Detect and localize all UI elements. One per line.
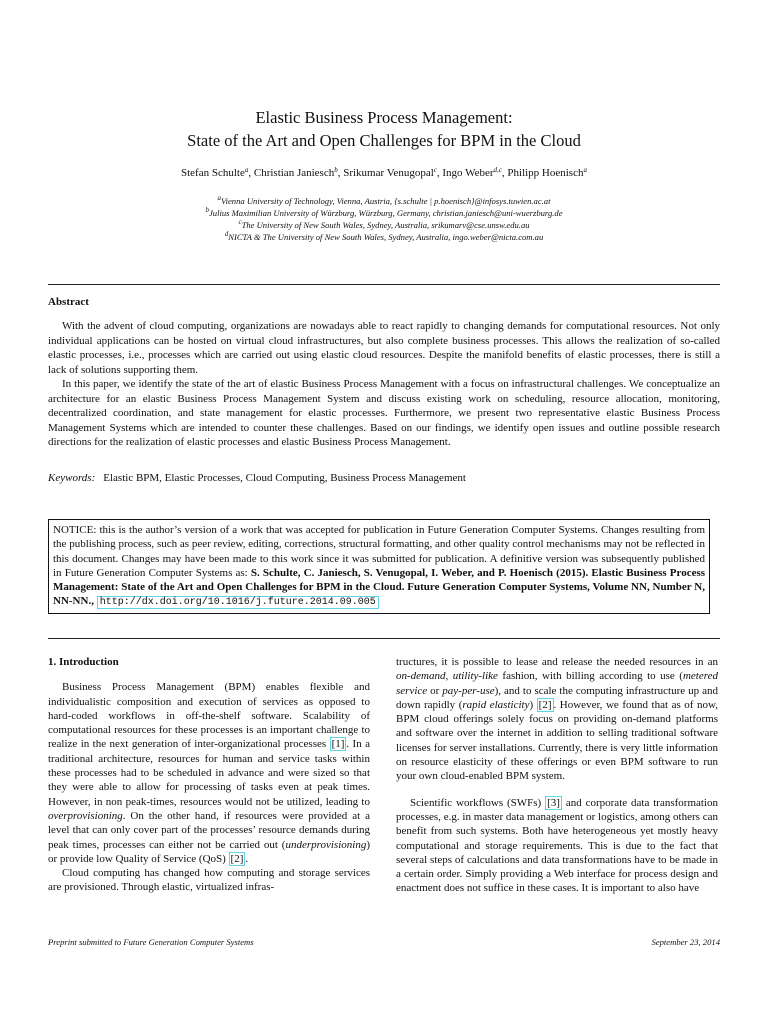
author: Christian Janiesch$^b$,: [253, 166, 344, 179]
citation-link[interactable]: [2]: [538, 698, 552, 711]
abstract-body: [48, 319, 720, 450]
author: Stefan Schulte$^a$,: [181, 166, 254, 179]
affiliation: $^c$The University of New South Wales, Sydney, Australia, srikumarv@cse.unsw.edu.au: [238, 218, 530, 230]
title-line-1: Elastic Business Process Management:: [255, 108, 513, 127]
title-line-2: State of the Art and Open Challenges for BPM in the Cloud: [187, 131, 581, 150]
author: Ingo Weber$^{d,c}$,: [442, 166, 508, 179]
affiliations: [0, 195, 768, 243]
abstract-paragraph: In this paper, we identify the state of the art of elastic Business Process Management with a focus on infrastructural challenges. We conceptualize an architecture for an elastic Business Process Management System and discuss existing work on scheduling, resource allocation, monitoring, decentralized coordination, and state management for elastic processes. Furthermore, we present two representative elastic Business Process Management Systems which are intended to counter these challenges. Based on our findings, we identify open issues and outline possible research directions for the realization of elastic processes and elastic Business Process Management.: [48, 378, 720, 448]
keywords: [48, 471, 720, 485]
citation-link[interactable]: [1]: [331, 738, 345, 751]
author: Philipp Hoenisch$^a$: [507, 166, 587, 179]
body-paragraph: Business Process Management (BPM) enables flexible and individualistic composition and execution of services as opposed to hard-coded workflows in off-the-shelf software. Scalability of computational resources for these processes is an important challenge to realize in the next generation of inter-organizational processes [1] . In a traditional architecture, resources for human and service tasks within these processes had to be scheduled in advance and were sized so that they were able to allow for processing of tasks even at peak times. However, in non peak-times, resources would not be utilized, leading to overprovisioning. On the other hand, if resources were provided at a level that can only cover part of the processes’ resource demands during peak times, processes can either not be carried out (underprovisioning) or provide low Quality of Service (QoS) [2] .: [48, 681, 371, 865]
bottom-divider: [48, 638, 720, 639]
affiliation: $^a$Vienna University of Technology, Vienna, Austria, {s.schulte | p.hoenisch}@infosys.tuwien.ac.at: [217, 194, 551, 206]
author-list: [0, 166, 768, 180]
page-footer: [48, 937, 720, 947]
notice-citation: S. Schulte, C. Janiesch, S. Venugopal, I. Weber, and P. Hoenisch (2015). Elastic Business Process Management: State of the Art and Open Challenges for BPM in the Cloud. Future Generation Computer Systems, Volume NN, Number N, NN-NN.,: [53, 566, 706, 608]
body-paragraph: tructures, it is possible to lease and release the needed resources in an on-demand, utility-like fashion, with billing according to use (metered service or pay-per-use), and to scale the computing infrastructure up and down rapidly (rapid elasticity) [2] . However, we found that as of now, BPM cloud offerings solely focus on providing on-demand platforms and software over the internet in addition to selling traditional software licenses for server installations. Currently, there is very little information on resource elasticity of these offerings or even BPM software to run your own cloud-enabled BPM system.: [396, 656, 718, 783]
abstract-paragraph: With the advent of cloud computing, organizations are nowadays able to react rapidly to changing demands for computational resources. Not only individual applications can be hosted on virtual cloud infrastructures, but also complete business processes. This allows the realization of so-called elastic processes, i.e., processes which are carried out using elastic cloud resources. Despite the manifold benefits of elastic processes, there is still a lack of solutions supporting them.: [48, 320, 720, 376]
section-heading: 1. Introduction: [48, 656, 119, 668]
abstract-heading: Abstract: [48, 296, 89, 308]
body-paragraph: Cloud computing has changed how computing and storage services are provisioned. Through elastic, virtualized infras-: [48, 867, 370, 894]
doi-link[interactable]: http://dx.doi.org/10.1016/j.future.2014.09.005: [97, 596, 379, 609]
keywords-text: Elastic BPM, Elastic Processes, Cloud Computing, Business Process Management: [103, 472, 466, 484]
affiliation: $^b$Julius Maximilian University of Würzburg, Würzburg, Germany, christian.janiesch@uni-wuerzburg.de: [205, 206, 563, 218]
left-column: [48, 655, 370, 895]
body-paragraph: Scientific workflows (SWFs) [3] and corporate data transformation processes, e.g. in master data management or logistics, among others can benefit from such systems. Both have heterogeneous yet mostly heavy computational and storage requirements. This is due to the fact that several steps of calculations and data transformations have to be made in a certain order. Simply providing a Web interface for process design and enactment does not suffice in these cases. It is important to also have: [396, 796, 718, 895]
notice-box: [48, 519, 710, 614]
footer-venue: Preprint submitted to Future Generation Computer Systems: [48, 937, 254, 947]
footer-date: September 23, 2014: [651, 937, 720, 947]
right-column: [396, 655, 718, 896]
citation-link[interactable]: [3]: [547, 796, 560, 809]
citation-link[interactable]: [2]: [230, 852, 244, 865]
notice-text: NOTICE: this is the author’s version of a work that was accepted for publication in Future Generation Computer Systems. Changes resulting from the publishing process, such as peer review, editing, corrections, structural formatting, and other quality control mechanisms may not be reflected in this document. Changes may have been made to this work since it was submitted for publication. A definitive version was subsequently published in Future Generation Computer Systems as:: [53, 524, 705, 579]
author: Srikumar Venugopal$^c$,: [343, 166, 443, 179]
affiliation: $^d$NICTA & The University of New South Wales, Sydney, Australia, ingo.weber@nicta.com.au: [224, 230, 544, 242]
keywords-label: Keywords:: [48, 472, 96, 484]
paper-title: [0, 106, 768, 152]
top-divider: [48, 284, 720, 285]
